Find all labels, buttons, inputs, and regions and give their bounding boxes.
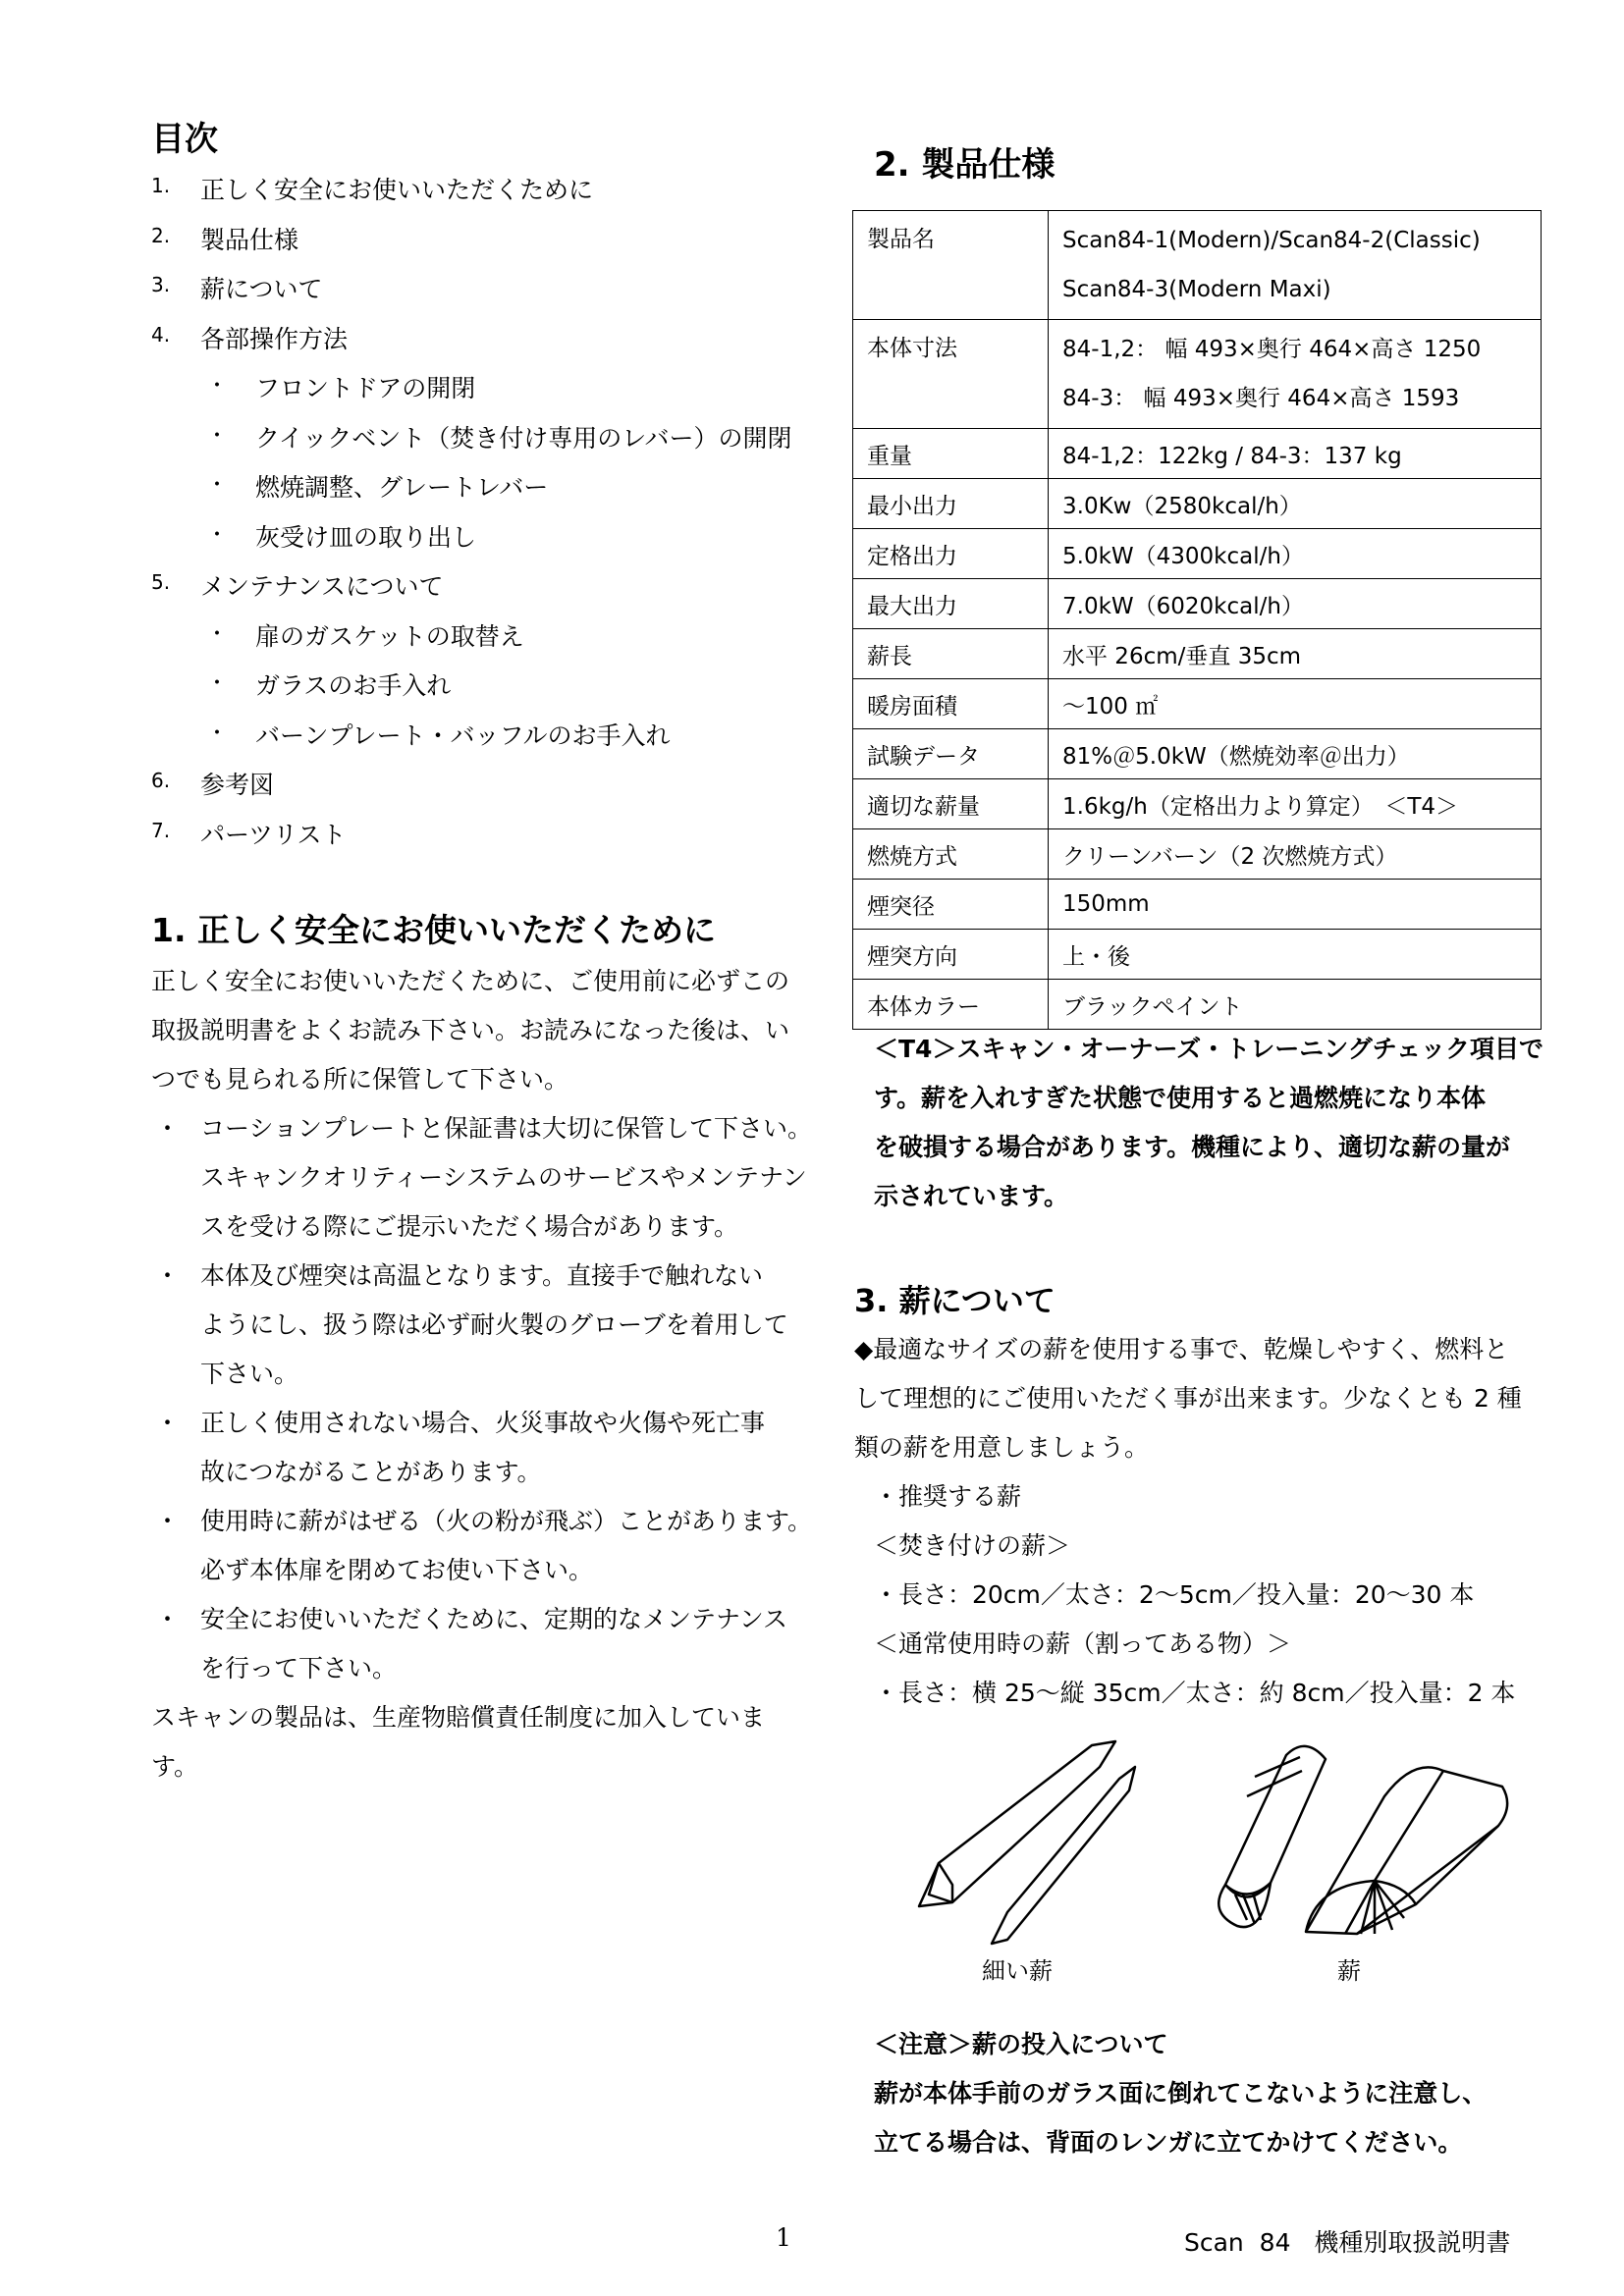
section3-title: 3. 薪について (854, 1282, 1056, 1319)
bullet-icon: ・ (206, 621, 229, 647)
toc-item-label: メンテナンスについて (200, 572, 444, 601)
spec-value-line: Scan84-1(Modern)/Scan84-2(Classic) (1062, 228, 1481, 253)
thin-stick-1 (919, 1741, 1115, 1906)
spec-key: 最小出力 (853, 479, 1049, 529)
spec-key: 定格出力 (853, 529, 1049, 579)
spec-key: 適切な薪量 (853, 779, 1049, 829)
spec-row (853, 579, 1542, 629)
text-line: ようにし、扱う際は必ず耐火製のグローブを着用して (200, 1310, 788, 1339)
toc-item (151, 320, 839, 359)
bullet-icon: ・ (206, 423, 229, 449)
text-line: 立てる場合は、背面のレンガに立てかけてください。 (874, 2128, 1463, 2157)
bullet-icon: ・ (206, 374, 229, 399)
section2-title: 2. 製品仕様 (874, 145, 1056, 185)
text-line: 正しく安全にお使いいただくために、ご使用前に必ずこの (151, 967, 790, 995)
toc-item (151, 667, 839, 706)
spec-row (853, 930, 1542, 980)
spec-value-line: Scan84-3(Modern Maxi) (1062, 277, 1331, 302)
bullet-icon: ・ (155, 1605, 181, 1633)
spec-row (853, 779, 1542, 829)
text-line: 薪が本体手前のガラス面に倒れてこないように注意し、 (874, 2079, 1488, 2108)
toc-item-label: 各部操作方法 (200, 324, 349, 353)
toc-item-label: バーンプレート・バッフルのお手入れ (255, 721, 671, 750)
spec-row (853, 980, 1542, 1030)
toc-item (151, 468, 839, 507)
bullet-icon: ・ (155, 1507, 181, 1535)
spec-key: 煙突径 (853, 880, 1049, 930)
spec-row (853, 479, 1542, 529)
fig-label-log: 薪 (1337, 1957, 1361, 1985)
document-name: Scan 84 機種別取扱説明書 (1184, 2228, 1511, 2257)
text-line: を破損する場合があります。機種により、適切な薪の量が (874, 1133, 1511, 1161)
toc-item-label: パーツリスト (200, 820, 347, 849)
toc-item (151, 567, 839, 607)
spec-key: 重量 (853, 429, 1049, 479)
spec-value-line: 5.0kW（4300kcal/h） (1062, 543, 1304, 569)
spec-row (853, 629, 1542, 679)
spec-key: 試験データ (853, 729, 1049, 779)
spec-value-line: 84-3： 幅 493×奥行 464×高さ 1593 (1062, 386, 1460, 411)
text-line: 下さい。 (200, 1360, 299, 1388)
toc-item-label: クイックベント（焚き付け専用のレバー）の開閉 (255, 423, 792, 453)
spec-key: 製品名 (853, 211, 1049, 320)
spec-value-line: 7.0kW（6020kcal/h） (1062, 593, 1304, 619)
spec-value (1049, 211, 1542, 320)
spec-value-line: 150mm (1062, 891, 1150, 917)
spec-value (1049, 529, 1542, 579)
text-line: 故につながることがあります。 (200, 1458, 542, 1486)
text-line: ＜T4＞スキャン・オーナーズ・トレーニングチェック項目で (874, 1035, 1543, 1063)
spec-value-line: ブラックペイント (1062, 993, 1243, 1020)
spec-value (1049, 479, 1542, 529)
toc-item (151, 518, 839, 558)
spec-key: 薪長 (853, 629, 1049, 679)
spec-row (853, 529, 1542, 579)
spec-value (1049, 629, 1542, 679)
text-line: ＜焚き付けの薪＞ (874, 1531, 1071, 1560)
text-line: 安全にお使いいただくために、定期的なメンテナンス (200, 1605, 788, 1633)
spec-value (1049, 779, 1542, 829)
spec-key: 燃焼方式 (853, 829, 1049, 880)
toc-item-number: 4. (151, 322, 171, 347)
spec-row (853, 429, 1542, 479)
spec-key: 最大出力 (853, 579, 1049, 629)
toc-item-number: 3. (151, 273, 171, 296)
toc-item (151, 766, 839, 805)
toc-item-label: ガラスのお手入れ (255, 671, 452, 700)
spec-value-line: 1.6kg/h（定格出力より算定） ＜T4＞ (1062, 793, 1459, 820)
spec-value-line: 水平 26cm/垂直 35cm (1062, 643, 1302, 669)
text-line: コーションプレートと保証書は大切に保管して下さい。 (200, 1114, 813, 1143)
toc-item (151, 816, 839, 855)
toc-item-label: 正しく安全にお使いいただくために (200, 176, 594, 204)
text-line: ・推奨する薪 (874, 1482, 1022, 1511)
toc-item-label: 燃焼調整、グレートレバー (255, 473, 549, 502)
text-line: ＜通常使用時の薪（割ってある物）＞ (874, 1629, 1292, 1658)
text-line: して理想的にご使用いただく事が出来ます。少なくとも 2 種 (854, 1384, 1522, 1413)
text-line: ◆最適なサイズの薪を使用する事で、乾燥しやすく、燃料と (854, 1335, 1509, 1363)
spec-value (1049, 320, 1542, 429)
spec-row (853, 729, 1542, 779)
bullet-icon: ・ (206, 721, 229, 746)
text-line: ＜注意＞薪の投入について (874, 2030, 1168, 2058)
toc-item-label: 薪について (200, 275, 323, 303)
toc-item-label: 参考図 (200, 771, 275, 799)
text-line: つでも見られる所に保管して下さい。 (151, 1065, 569, 1094)
toc-item (151, 617, 839, 657)
page-number: 1 (776, 2223, 791, 2252)
spec-value-line: 81%＠5.0kW（燃焼効率＠出力） (1062, 743, 1410, 770)
bullet-icon: ・ (206, 671, 229, 696)
spec-value (1049, 980, 1542, 1030)
bullet-icon: ・ (206, 473, 229, 498)
spec-row (853, 320, 1542, 429)
spec-value (1049, 729, 1542, 779)
bullet-icon: ・ (155, 1409, 181, 1437)
toc-item (151, 369, 839, 408)
toc-item-number: 5. (151, 570, 171, 594)
text-line: 本体及び煙突は高温となります。直接手で触れない (200, 1261, 764, 1290)
toc-item-number: 6. (151, 769, 171, 792)
spec-row (853, 829, 1542, 880)
bullet-icon: ・ (155, 1261, 181, 1290)
text-line: スキャンクオリティーシステムのサービスやメンテナン (200, 1163, 807, 1192)
toc-item (151, 221, 839, 260)
text-line: 正しく使用されない場合、火災事故や火傷や死亡事 (200, 1409, 766, 1437)
text-line: スを受ける際にご提示いただく場合があります。 (200, 1212, 739, 1241)
toc-item (151, 270, 839, 309)
spec-key: 煙突方向 (853, 930, 1049, 980)
text-line: 取扱説明書をよくお読み下さい。お読みになった後は、い (151, 1016, 790, 1044)
spec-value (1049, 930, 1542, 980)
spec-key: 本体カラー (853, 980, 1049, 1030)
spec-value-line: 84-1,2：122kg / 84-3：137 kg (1062, 443, 1402, 469)
spec-table (852, 210, 1542, 1030)
text-line: す。 (151, 1752, 199, 1781)
text-line: ・長さ：20cm／太さ：2～5cm／投入量：20～30 本 (874, 1580, 1475, 1609)
spec-value-line: 上・後 (1062, 943, 1130, 970)
toc-title: 目次 (151, 120, 218, 159)
toc-item (151, 717, 839, 756)
text-line: 使用時に薪がはぜる（火の粉が飛ぶ）ことがあります。 (200, 1507, 813, 1535)
spec-value (1049, 429, 1542, 479)
toc-item (151, 171, 839, 210)
spec-value (1049, 679, 1542, 729)
spec-value (1049, 829, 1542, 880)
spec-value (1049, 579, 1542, 629)
spec-value-line: 84-1,2： 幅 493×奥行 464×高さ 1250 (1062, 337, 1482, 362)
fig-label-thin: 細い薪 (982, 1957, 1053, 1985)
toc-item-number: 2. (151, 223, 171, 247)
bullet-icon: ・ (206, 522, 229, 548)
toc-item-label: 扉のガスケットの取替え (255, 621, 524, 651)
toc-item-label: 灰受け皿の取り出し (255, 522, 477, 552)
bullet-icon: ・ (155, 1114, 181, 1143)
text-line: スキャンの製品は、生産物賠償責任制度に加入していま (151, 1703, 766, 1732)
thin-stick-2 (992, 1767, 1135, 1944)
text-line: 類の薪を用意しましょう。 (854, 1433, 1150, 1462)
toc-item-number: 1. (151, 174, 171, 197)
text-line: を行って下さい。 (200, 1654, 398, 1682)
section1-title: 1. 正しく安全にお使いいただくために (151, 911, 716, 949)
spec-value (1049, 880, 1542, 930)
toc-item (151, 419, 839, 458)
text-line: 必ず本体扉を閉めてお使い下さい。 (200, 1556, 594, 1584)
text-line: す。薪を入れすぎた状態で使用すると過燃焼になり本体 (874, 1084, 1487, 1112)
spec-value-line: ～100 ㎡ (1062, 693, 1159, 720)
spec-row (853, 211, 1542, 320)
toc-item-number: 7. (151, 818, 171, 842)
spec-key: 暖房面積 (853, 679, 1049, 729)
text-line: ・長さ：横 25～縦 35cm／太さ：約 8cm／投入量：2 本 (874, 1679, 1516, 1707)
spec-value-line: 3.0Kw（2580kcal/h） (1062, 493, 1302, 519)
toc-item-label: 製品仕様 (200, 225, 299, 254)
spec-row (853, 679, 1542, 729)
toc-item-label: フロントドアの開閉 (255, 374, 476, 402)
firewood-illustration (913, 1737, 1522, 1953)
spec-row (853, 880, 1542, 930)
text-line: 示されています。 (874, 1182, 1069, 1210)
spec-key: 本体寸法 (853, 320, 1049, 429)
spec-value-line: クリーンバーン（2 次燃焼方式） (1062, 843, 1398, 870)
